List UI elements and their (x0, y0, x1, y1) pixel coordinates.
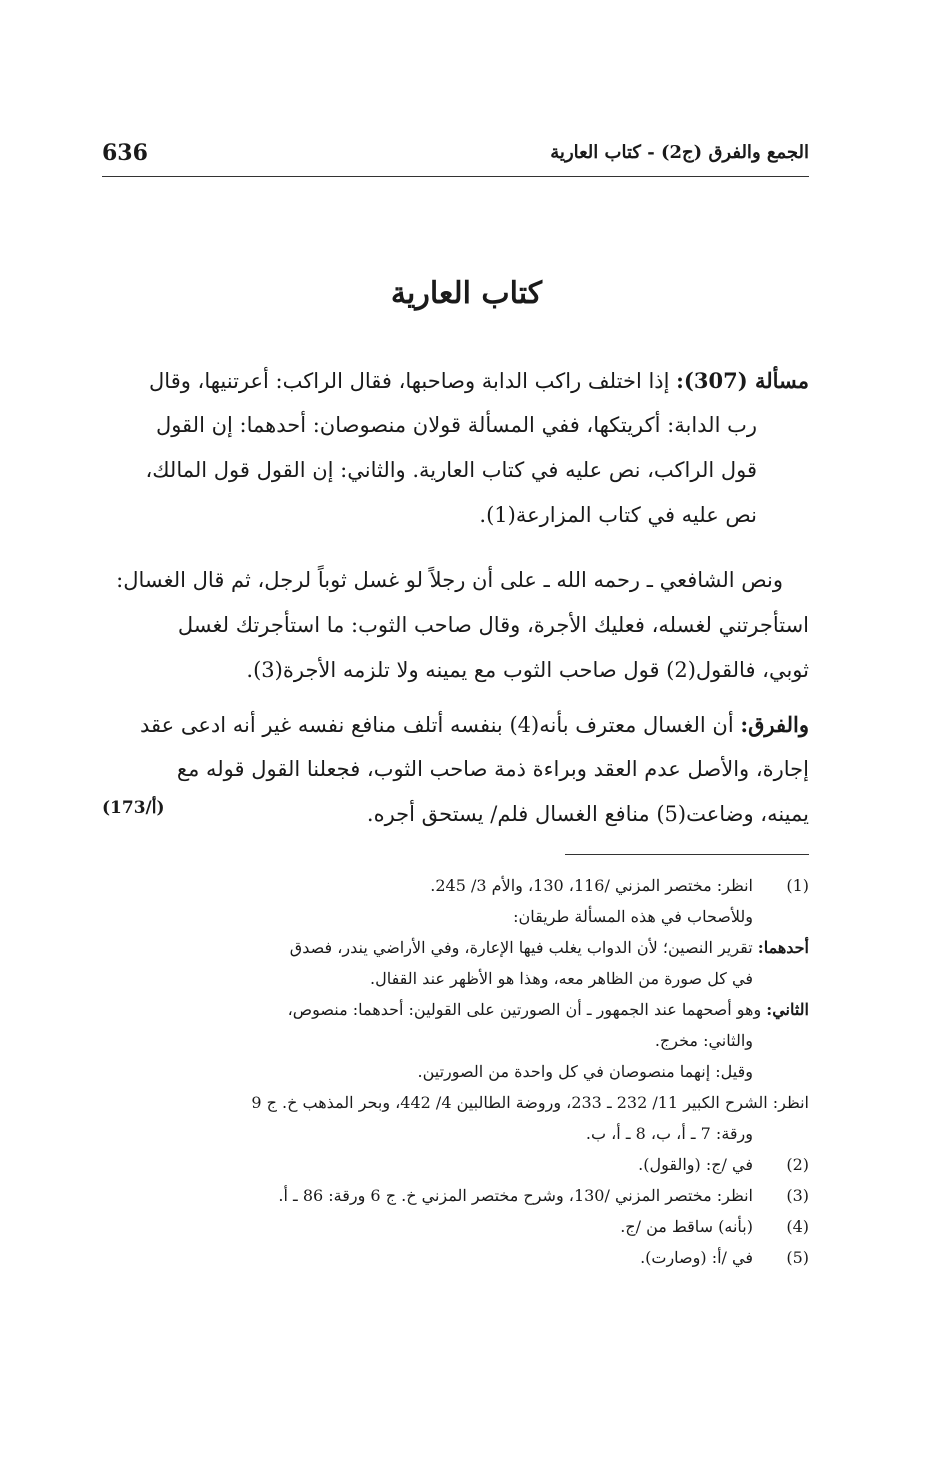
paragraph-line: ونص الشافعي ـ رحمه الله ـ على أن رجلاً لو غسل ثوباً لرجل، ثم قال الغسال: (116, 568, 783, 592)
paragraph-line: ثوبي، فالقول(2) قول صاحب الثوب مع يمينه ولا تلزمه الأجرة(3). (246, 658, 809, 682)
difference-line: إجارة، والأصل عدم العقد وبراءة ذمة صاحب الثوب، فجعلنا القول قوله مع (176, 757, 809, 781)
manuscript-folio-reference: (173/أ) (102, 798, 165, 818)
footnote-3 (102, 1180, 809, 1211)
footnote-text: وهو أصحهما عند الجمهور ـ أن الصورتين على القولين: أحدهما: منصوص، (287, 1000, 767, 1019)
footnote-text: في /ج: (والقول). (638, 1155, 753, 1174)
issue-line-text: إذا اختلف راكب الدابة وصاحبها، فقال الراكب: أعرتنيها، وقال (149, 369, 677, 393)
footnote-1-continued: وقيل: إنهما منصوصان في كل واحدة من الصورتين. (417, 1062, 753, 1081)
footnote-text: في /أ: (وصارت). (640, 1248, 753, 1267)
issue-line: قول الراكب، نص عليه في كتاب العارية. والثاني: إن القول قول المالك، (145, 458, 757, 482)
footnote-1 (102, 870, 809, 901)
running-title: الجمع والفرق (ج2) - كتاب العارية (550, 142, 809, 163)
difference-line (102, 702, 809, 747)
footnote-number: (2) (786, 1155, 809, 1174)
footnote-text: انظر: مختصر المزني /130، وشرح مختصر المزني خ. ج 6 ورقة: 86 ـ أ. (278, 1186, 753, 1205)
footnote-1-continued (102, 932, 809, 963)
footnote-1-continued: والثاني: مخرج. (654, 1031, 753, 1050)
footnote-1-continued: انظر: الشرح الكبير 11/ 232 ـ 233، وروضة الطالبين 4/ 442، وبحر المذهب خ. ج 9 (251, 1093, 809, 1112)
footnote-number: (3) (786, 1186, 809, 1205)
footnote-number: (5) (786, 1248, 809, 1267)
page-header (102, 140, 809, 177)
chapter-title: كتاب العارية (390, 276, 543, 311)
footnote-1-continued (102, 994, 809, 1025)
footnote-2 (102, 1149, 809, 1180)
issue-label: مسألة (307): (676, 368, 809, 393)
footnote-divider (565, 854, 809, 855)
difference-line: يمينه، وضاعت(5) منافع الغسال فلم/ يستحق أجره. (366, 802, 809, 826)
footnote-number: (1) (786, 876, 809, 895)
footnote-4 (102, 1211, 809, 1242)
footnote-5 (102, 1242, 809, 1273)
footnote-1-continued: في كل صورة من الظاهر معه، وهذا هو الأظهر عند القفال. (370, 969, 753, 988)
footnote-text: انظر: مختصر المزني /116، 130، والأم 3/ 245. (430, 876, 753, 895)
footnote-1-continued: وللأصحاب في هذه المسألة طريقان: (513, 907, 753, 926)
footnote-lead: الثاني: (766, 1000, 809, 1019)
footnotes (102, 870, 809, 1273)
issue-paragraph (102, 358, 809, 538)
footnote-1-continued: ورقة: 7 ـ أ، ب، 8 ـ أ، ب. (585, 1124, 753, 1143)
issue-line: رب الدابة: أكريتكها، ففي المسألة قولان منصوصان: أحدهما: إن القول (155, 413, 757, 437)
difference-label: والفرق: (740, 712, 809, 737)
paragraph-line: استأجرتني لغسله، فعليك الأجرة، وقال صاحب الثوب: ما استأجرتك لغسل (177, 613, 809, 637)
footnote-text: (بأنه) ساقط من /ج. (620, 1217, 753, 1236)
difference-paragraph (102, 702, 809, 837)
footnote-text: تقرير النصين؛ لأن الدواب يغلب فيها الإعارة، وفي الأراضي يندر، فصدق (289, 938, 758, 957)
difference-line-text: أن الغسال معترف بأنه(4) بنفسه أتلف منافع نفسه غير أنه ادعى عقد (139, 713, 741, 737)
page-number: 636 (102, 140, 148, 166)
shafii-paragraph (102, 558, 809, 693)
issue-line: نص عليه في كتاب المزارعة(1). (479, 503, 757, 527)
footnote-number: (4) (786, 1217, 809, 1236)
footnote-lead: أحدهما: (757, 938, 809, 957)
issue-line (102, 358, 809, 403)
